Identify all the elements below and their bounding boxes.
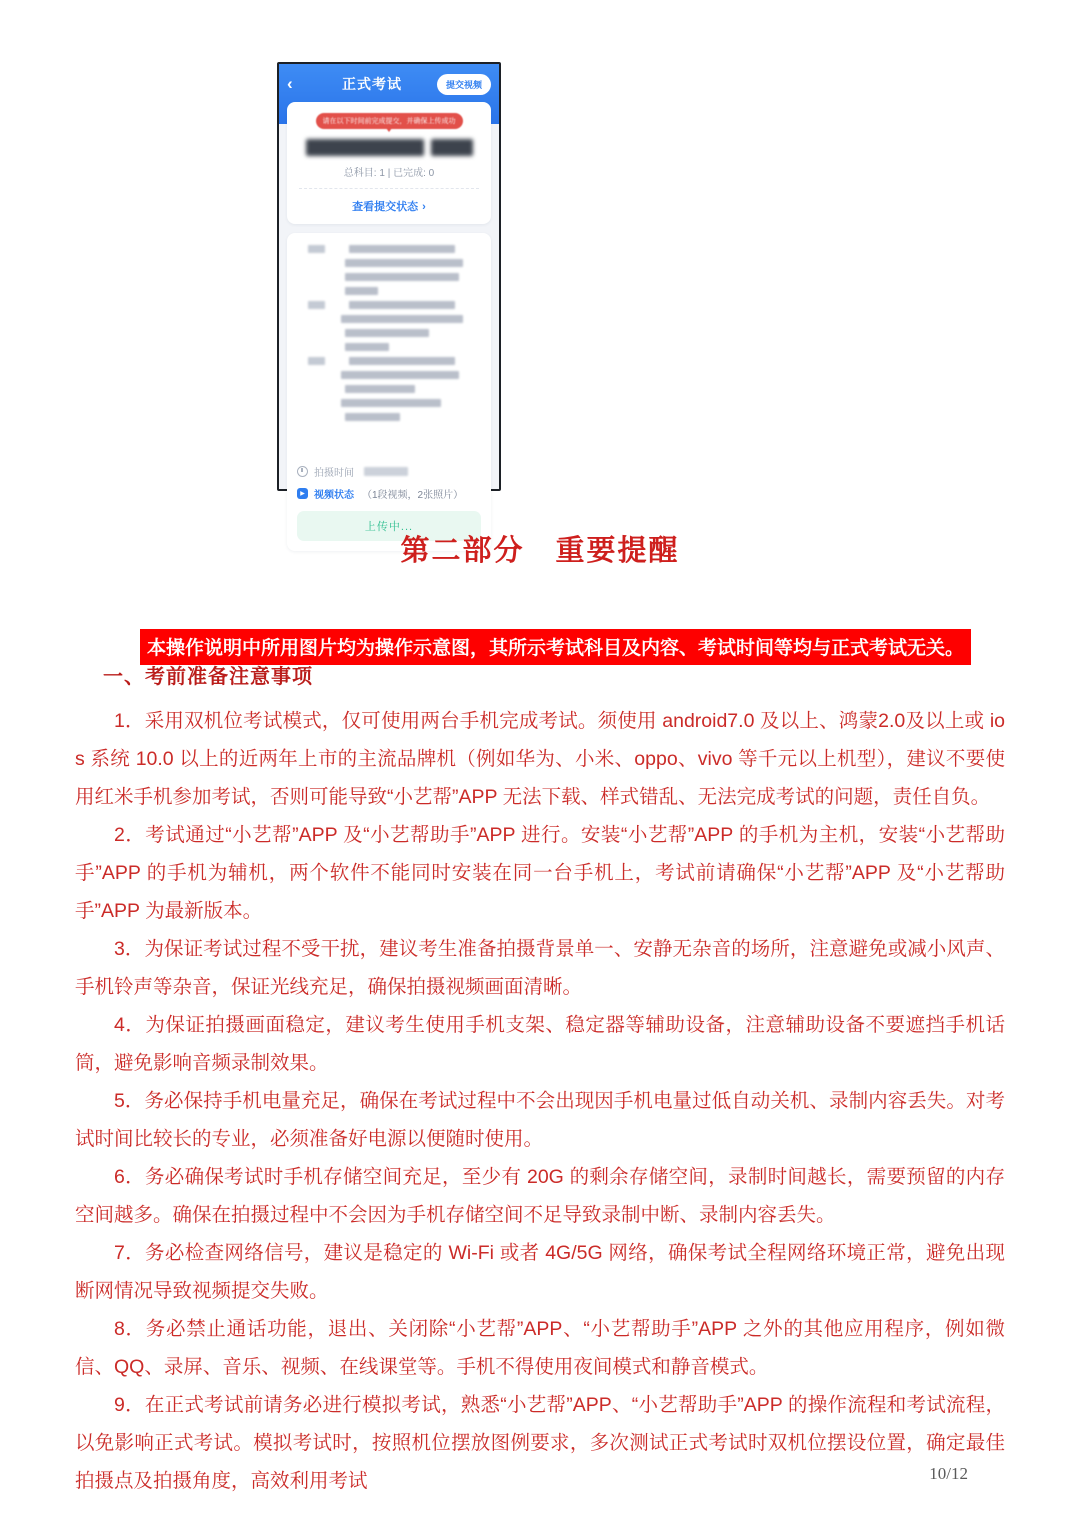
redacted-text-line bbox=[297, 399, 481, 407]
page-number: 10/12 bbox=[929, 1464, 968, 1483]
paragraph: 4．为保证拍摄画面稳定，建议考生使用手机支架、稳定器等辅助设备，注意辅助设备不要遮挡手机话筒，避免影响音频录制效果。 bbox=[75, 1014, 1005, 1074]
redacted-text-line bbox=[297, 315, 481, 323]
redacted-text-line bbox=[297, 245, 481, 253]
paragraph: 7．务必检查网络信号，建议是稳定的 Wi-Fi 或者 4G/5G 网络，确保考试全程网络环境正常，避免出现断网情况导致视频提交失败。 bbox=[75, 1242, 1005, 1302]
chevron-right-icon: › bbox=[422, 201, 426, 213]
exam-detail-card bbox=[287, 233, 491, 551]
paragraph: 2．考试通过“小艺帮”APP 及“小艺帮助手”APP 进行。安装“小艺帮”APP 的手机为主机，安装“小艺帮助手”APP 的手机为辅机，两个软件不能同时安装在同一台手机上，考试前请确保“小艺帮”APP 及“小艺帮助手”APP 为最新版本。 bbox=[75, 824, 1005, 922]
redacted-exam-content bbox=[297, 245, 481, 457]
redacted-text-line bbox=[297, 385, 481, 393]
redacted-exam-datetime bbox=[297, 139, 481, 156]
redacted-text-line bbox=[297, 329, 481, 337]
phone-screenshot bbox=[277, 62, 501, 533]
paragraph: 3．为保证考试过程不受干扰，建议考生准备拍摄背景单一、安静无杂音的场所，注意避免或减小风声、手机铃声等杂音，保证光线充足，确保拍摄视频画面清晰。 bbox=[75, 938, 1005, 998]
paragraph: 1．采用双机位考试模式，仅可使用两台手机完成考试。须使用 android7.0 及以上、鸿蒙2.0及以上或 ios 系统 10.0 以上的近两年上市的主流品牌机（例如华为、小米、oppo、vivo 等千元以上机型），建议不要使用红米手机参加考试，否则可能导致“小艺帮”APP 无法下载、样式错乱、无法完成考试的问题，责任自负。 bbox=[75, 710, 1005, 808]
paragraph: 9．在正式考试前请务必进行模拟考试，熟悉“小艺帮”APP、“小艺帮助手”APP 的操作流程和考试流程，以免影响正式考试。模拟考试时，按照机位摆放图例要求，多次测试正式考试时双机位摆设位置，确定最佳拍摄点及拍摄角度，高效利用考试 bbox=[75, 1394, 1005, 1492]
video-status-row bbox=[297, 486, 481, 501]
part-title: 第二部分 重要提醒 bbox=[400, 535, 680, 567]
redacted-text-line bbox=[297, 413, 481, 421]
uploading-status-bar: 上传中... bbox=[297, 511, 481, 541]
paragraph: 5．务必保持手机电量充足，确保在考试过程中不会出现因手机电量过低自动关机、录制内容丢失。对考试时间比较长的专业，必须准备好电源以便随时使用。 bbox=[75, 1090, 1005, 1150]
shoot-time-label: 拍摄时间 bbox=[314, 468, 354, 479]
video-status-detail: （1段视频，2张照片） bbox=[362, 490, 464, 501]
redacted-text-line bbox=[297, 287, 481, 295]
divider bbox=[299, 188, 479, 189]
status-link-label: 查看提交状态 bbox=[352, 201, 419, 213]
view-submission-status-link[interactable] bbox=[297, 198, 481, 214]
redacted-shoot-time-value bbox=[364, 467, 408, 476]
shoot-time-row bbox=[297, 464, 481, 479]
redacted-text-line bbox=[297, 371, 481, 379]
subjects-progress-text: 总科目: 1 | 已完成: 0 bbox=[343, 168, 435, 179]
redacted-text-line bbox=[297, 259, 481, 267]
section-heading: 一、考前准备注意事项 bbox=[103, 666, 313, 688]
paragraph: 6．务必确保考试时手机存储空间充足，至少有 20G 的剩余存储空间，录制时间越长，需要预留的内存空间越多。确保在拍摄过程中不会因为手机存储空间不足导致录制中断、录制内容丢失。 bbox=[75, 1166, 1005, 1226]
back-icon[interactable]: ‹ bbox=[287, 74, 293, 93]
redacted-text-line bbox=[297, 357, 481, 365]
redacted-text-line bbox=[297, 301, 481, 309]
paragraph-list bbox=[75, 702, 1005, 1500]
notice-banner: 本操作说明中所用图片均为操作示意图，其所示考试科目及内容、考试时间等均与正式考试无关。 bbox=[140, 629, 971, 665]
clock-icon bbox=[297, 466, 308, 477]
exam-summary-card bbox=[287, 102, 491, 224]
deadline-alert-badge: 请在以下时间前完成提交，并确保上传成功 bbox=[316, 113, 463, 129]
paragraph: 8．务必禁止通话功能，退出、关闭除“小艺帮”APP、“小艺帮助手”APP 之外的其他应用程序，例如微信、QQ、录屏、音乐、视频、在线课堂等。手机不得使用夜间模式和静音模式。 bbox=[75, 1318, 1005, 1378]
redacted-text-line bbox=[297, 343, 481, 351]
phone-nav-title: 正式考试 bbox=[341, 76, 402, 92]
redacted-text-line bbox=[297, 273, 481, 281]
video-play-icon: ▶ bbox=[297, 488, 308, 499]
submit-video-button[interactable]: 提交视频 bbox=[437, 74, 491, 95]
video-status-label: 视频状态 bbox=[314, 490, 354, 501]
